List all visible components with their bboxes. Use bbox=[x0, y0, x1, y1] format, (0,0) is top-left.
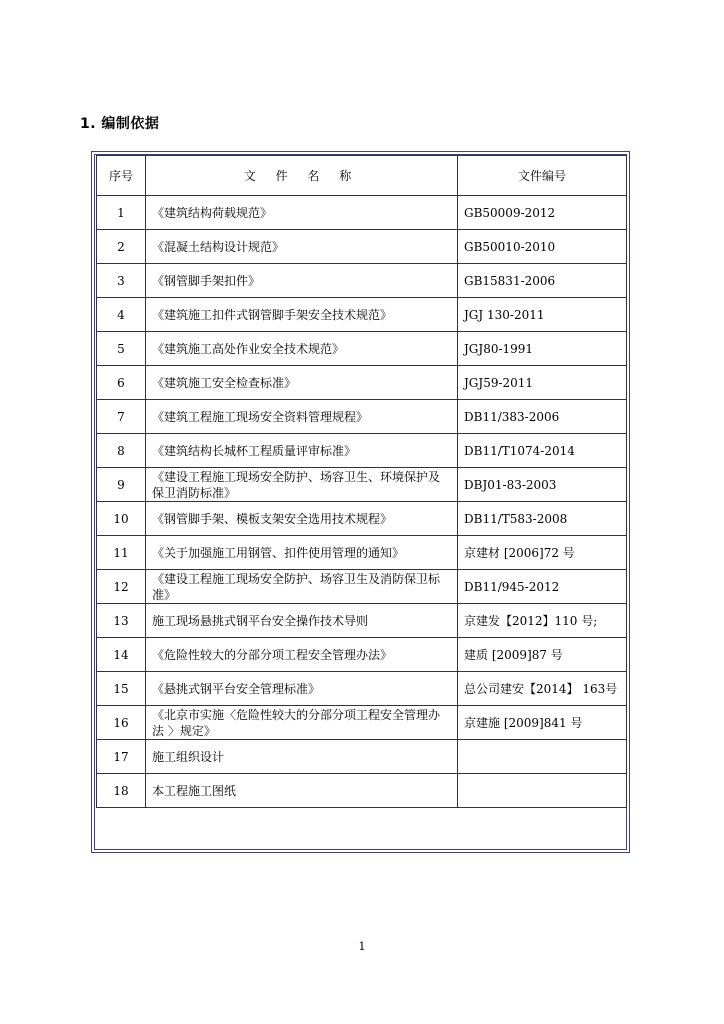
page-number: 1 bbox=[358, 940, 366, 953]
row-name: 《危险性较大的分部分项工程安全管理办法》 bbox=[146, 638, 458, 672]
row-code bbox=[458, 740, 627, 774]
table-row bbox=[97, 536, 627, 570]
row-seq: 2 bbox=[97, 230, 146, 264]
table-row bbox=[97, 434, 627, 468]
header-seq: 序号 bbox=[97, 156, 146, 196]
row-name: 施工现场悬挑式钢平台安全操作技术导则 bbox=[146, 604, 458, 638]
header-name: 文 件 名 称 bbox=[146, 156, 458, 196]
row-seq: 9 bbox=[97, 468, 146, 502]
row-name: 本工程施工图纸 bbox=[146, 774, 458, 808]
row-code: 建质 [2009]87 号 bbox=[458, 638, 627, 672]
row-name: 《悬挑式钢平台安全管理标准》 bbox=[146, 672, 458, 706]
row-code: GB15831-2006 bbox=[458, 264, 627, 298]
row-seq: 17 bbox=[97, 740, 146, 774]
row-code: 京建施 [2009]841 号 bbox=[458, 706, 627, 740]
row-code: 京建材 [2006]72 号 bbox=[458, 536, 627, 570]
table-row bbox=[97, 298, 627, 332]
row-name: 《建筑工程施工现场安全资料管理规程》 bbox=[146, 400, 458, 434]
table-row bbox=[97, 604, 627, 638]
row-name: 《钢管脚手架、模板支架安全选用技术规程》 bbox=[146, 502, 458, 536]
row-name: 《北京市实施〈危险性较大的分部分项工程安全管理办法 〉规定》 bbox=[146, 706, 458, 740]
row-code bbox=[458, 774, 627, 808]
row-name: 《关于加强施工用钢管、扣件使用管理的通知》 bbox=[146, 536, 458, 570]
row-name: 《混凝土结构设计规范》 bbox=[146, 230, 458, 264]
row-code: 总公司建安【2014】 163号 bbox=[458, 672, 627, 706]
table-row bbox=[97, 196, 627, 230]
table-row bbox=[97, 774, 627, 808]
row-name: 《建筑施工安全检查标准》 bbox=[146, 366, 458, 400]
table-row bbox=[97, 740, 627, 774]
table-header-row bbox=[97, 156, 627, 196]
row-seq: 14 bbox=[97, 638, 146, 672]
table-row bbox=[97, 468, 627, 502]
table-row bbox=[97, 264, 627, 298]
row-name: 《建设工程施工现场安全防护、场容卫生、环境保护及保卫消防标准》 bbox=[146, 468, 458, 502]
row-seq: 3 bbox=[97, 264, 146, 298]
row-seq: 18 bbox=[97, 774, 146, 808]
row-code: JGJ80-1991 bbox=[458, 332, 627, 366]
header-code: 文件编号 bbox=[458, 156, 627, 196]
row-seq: 11 bbox=[97, 536, 146, 570]
row-name: 《钢管脚手架扣件》 bbox=[146, 264, 458, 298]
row-seq: 16 bbox=[97, 706, 146, 740]
row-seq: 1 bbox=[97, 196, 146, 230]
row-code: DB11/383-2006 bbox=[458, 400, 627, 434]
table-row bbox=[97, 672, 627, 706]
row-seq: 10 bbox=[97, 502, 146, 536]
row-code: JGJ 130-2011 bbox=[458, 298, 627, 332]
table-row bbox=[97, 400, 627, 434]
table-row bbox=[97, 332, 627, 366]
row-code: DBJ01-83-2003 bbox=[458, 468, 627, 502]
row-seq: 13 bbox=[97, 604, 146, 638]
row-code: DB11/945-2012 bbox=[458, 570, 627, 604]
row-seq: 8 bbox=[97, 434, 146, 468]
row-name: 《建筑结构荷载规范》 bbox=[146, 196, 458, 230]
row-seq: 12 bbox=[97, 570, 146, 604]
row-seq: 6 bbox=[97, 366, 146, 400]
table-row bbox=[97, 502, 627, 536]
row-name: 施工组织设计 bbox=[146, 740, 458, 774]
table-row bbox=[97, 366, 627, 400]
row-name: 《建设工程施工现场安全防护、场容卫生及消防保卫标准》 bbox=[146, 570, 458, 604]
table-row bbox=[97, 230, 627, 264]
row-code: GB50010-2010 bbox=[458, 230, 627, 264]
row-code: DB11/T1074-2014 bbox=[458, 434, 627, 468]
row-name: 《建筑施工扣件式钢管脚手架安全技术规范》 bbox=[146, 298, 458, 332]
row-code: JGJ59-2011 bbox=[458, 366, 627, 400]
row-seq: 5 bbox=[97, 332, 146, 366]
row-name: 《建筑施工高处作业安全技术规范》 bbox=[146, 332, 458, 366]
row-code: 京建发【2012】110 号; bbox=[458, 604, 627, 638]
row-seq: 4 bbox=[97, 298, 146, 332]
row-name: 《建筑结构长城杯工程质量评审标准》 bbox=[146, 434, 458, 468]
row-code: DB11/T583-2008 bbox=[458, 502, 627, 536]
row-code: GB50009-2012 bbox=[458, 196, 627, 230]
row-seq: 15 bbox=[97, 672, 146, 706]
table-row bbox=[97, 706, 627, 740]
section-title: 1. 编制依据 bbox=[80, 116, 160, 132]
table-row bbox=[97, 570, 627, 604]
table-row bbox=[97, 638, 627, 672]
basis-table bbox=[96, 155, 627, 808]
row-seq: 7 bbox=[97, 400, 146, 434]
